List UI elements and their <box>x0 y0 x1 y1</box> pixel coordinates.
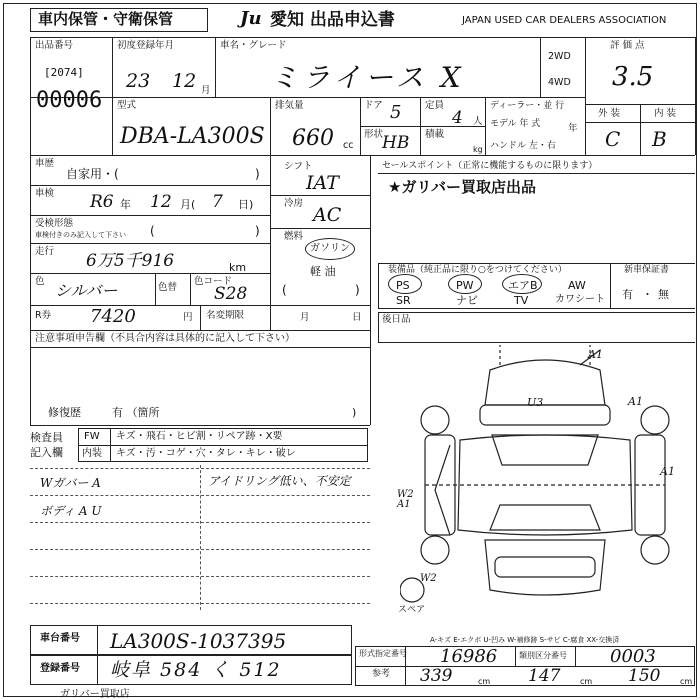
mark-left: W2 A1 <box>397 489 414 510</box>
kg-unit: kg <box>473 145 483 154</box>
height-value: 150 <box>628 666 661 686</box>
inspection-year-unit: 年 <box>120 198 131 211</box>
remark-idle: アイドリング低い、不安定 <box>208 474 351 488</box>
doors-label: ドア <box>364 100 383 111</box>
recycle-label: R券 <box>35 310 52 321</box>
equipment-label: 装備品（純正品に限り○をつけてください） <box>388 265 567 275</box>
capacity-label: 定員 <box>425 100 445 111</box>
load-label: 積載 <box>425 129 445 140</box>
mark-rear: W2 <box>420 573 437 584</box>
sales-point-text: ★ガリバー買取店出品 <box>388 178 536 196</box>
fuel-label: 燃料 <box>284 231 304 242</box>
inspection-day: 7 <box>212 192 223 212</box>
aircon-label: 冷房 <box>284 198 304 209</box>
history-label: 車歴 <box>35 158 55 169</box>
chassis-label: 車台番号 <box>40 633 80 644</box>
fuel-gasoline: ガソリン <box>310 243 350 254</box>
lot-bracket: [2074] <box>44 66 84 79</box>
transfer-month: 月 <box>300 312 310 323</box>
warranty-no: 無 <box>658 288 669 301</box>
form-title: 愛知 出品申込書 <box>270 10 395 30</box>
transfer-day: 日 <box>352 312 362 323</box>
fuel-diesel: 軽 油 <box>310 265 336 278</box>
equip-pw-circle <box>448 274 482 294</box>
color-change-label: 色替 <box>158 282 178 293</box>
notes-label: 注意事項申告欄（不具合内容は具体的に記入して下さい） <box>35 333 295 344</box>
shift-label: シフト <box>284 161 313 172</box>
equip-airbag: エアB <box>508 279 538 292</box>
capacity-value: 4 <box>452 108 463 128</box>
lot-label: 出品番号 <box>35 40 74 51</box>
mark-right-top: A1 <box>628 395 643 408</box>
length-value: 339 <box>420 666 453 686</box>
acceptance-open: ( <box>150 224 155 238</box>
doors-value: 5 <box>390 102 402 123</box>
association-name: JAPAN USED CAR DEALERS ASSOCIATION <box>462 15 667 26</box>
transfer-label: 名変期限 <box>206 310 245 321</box>
drive-2wd: 2WD <box>548 51 571 62</box>
mileage-label: 走行 <box>35 246 55 257</box>
plate-label: 登録番号 <box>40 663 80 674</box>
warranty-label: 新車保証書 <box>624 265 670 275</box>
fw-label: FW <box>84 431 100 442</box>
equip-navi: ナビ <box>456 294 478 307</box>
tailgate-glass <box>495 557 595 577</box>
sales-point-box <box>378 160 694 260</box>
inspector-label-top: 検査員 <box>30 431 63 444</box>
acceptance-close: ) <box>255 224 260 238</box>
mark-u3: U3 <box>527 396 544 409</box>
ju-logo: Ju <box>240 8 262 29</box>
plate-value: 岐阜 584 く 512 <box>110 659 282 681</box>
front-bumper-top <box>480 405 610 425</box>
mark-top: A1 <box>588 348 603 361</box>
height-unit: cm <box>680 677 693 686</box>
damage-legend: A-キズ E-エクボ U-凹み W-補修跡 S-サビ C-腐食 XX-交換済 <box>430 636 620 644</box>
color-label: 色 <box>35 276 45 287</box>
exterior-label: 外 装 <box>598 108 621 119</box>
history-close: ) <box>255 167 260 181</box>
equip-airbag-circle <box>502 274 542 294</box>
car-name: ミライース X <box>270 61 465 94</box>
width-value: 147 <box>528 666 561 686</box>
inspector-label-bottom: 記入欄 <box>30 446 63 459</box>
recycle-unit: 円 <box>183 312 193 323</box>
equip-pw: PW <box>456 279 474 292</box>
rear-section <box>485 540 605 595</box>
front-left-wheel <box>421 406 449 434</box>
aircon-value: AC <box>313 204 342 226</box>
type-number: 16986 <box>440 646 498 667</box>
shift-value: IAT <box>306 172 339 194</box>
storage-text: 車内保管・守衛保管 <box>38 10 174 28</box>
color-code: S28 <box>214 284 248 304</box>
mileage-unit: km <box>229 261 247 274</box>
score-value: 3.5 <box>612 62 654 92</box>
year-unit: 年 <box>568 123 578 134</box>
chassis-value: LA300S-1037395 <box>110 629 287 653</box>
registration-label: 初度登録年月 <box>117 40 175 51</box>
repair-value: 有 （箇所 <box>112 406 160 419</box>
equip-ps-circle <box>388 274 422 294</box>
class-number-label: 類別区分番号 <box>519 651 567 660</box>
equip-ps: PS <box>396 279 410 292</box>
score-label: 評 価 点 <box>610 40 645 51</box>
fw-items: キズ・飛石・ヒビ割・リペア跡・X要 <box>116 431 283 442</box>
lot-number: 00006 <box>36 88 103 113</box>
type-number-label: 形式指定番号 <box>359 649 407 658</box>
later-label: 後日品 <box>382 314 411 325</box>
interior-check-label: 内装 <box>82 448 102 459</box>
shape-label: 形状 <box>364 129 384 140</box>
warranty-sep: ・ <box>642 288 653 301</box>
cc-unit: cc <box>343 140 354 151</box>
inspection-era: R6 <box>90 192 114 212</box>
displacement-value: 660 <box>292 126 334 151</box>
fuel-open: ( <box>282 283 287 297</box>
fuel-close: ) <box>355 283 360 297</box>
acceptance-label: 受検形態 <box>35 218 74 229</box>
registration-month-unit: 月 <box>201 85 211 96</box>
handle-label: ハンドル 左・右 <box>490 141 556 151</box>
car-name-label: 車名・グレード <box>220 40 287 51</box>
inspection-month: 12 <box>150 192 172 212</box>
mark-right: A1 <box>660 465 675 478</box>
width-unit: cm <box>580 677 593 686</box>
interior-grade: B <box>652 127 667 151</box>
dealer-label: ディーラー・並 行 <box>490 101 565 111</box>
warranty-yes: 有 <box>622 288 633 301</box>
registration-month: 12 <box>172 70 197 92</box>
front-right-wheel <box>641 406 669 434</box>
equip-sr: SR <box>396 294 411 307</box>
equip-aw: AW <box>568 279 586 292</box>
equip-seat: カワシート <box>555 294 605 305</box>
color-value: シルバー <box>55 281 118 300</box>
class-number: 0003 <box>610 646 656 667</box>
model-year-label: モデル 年 式 <box>490 119 541 129</box>
rear-left-wheel <box>421 536 449 564</box>
model-label: 型式 <box>117 100 137 111</box>
exterior-grade: C <box>605 127 621 151</box>
model-value: DBA-LA300S <box>120 124 265 149</box>
interior-items: キズ・汚・コゲ・穴・タレ・キレ・破レ <box>116 448 296 459</box>
inspection-label: 車検 <box>35 188 55 199</box>
mileage-value: 6万5千916 <box>86 251 175 271</box>
remark-body: ボディ A U <box>40 504 102 518</box>
equip-tv: TV <box>514 294 529 307</box>
inspection-day-unit: 日) <box>238 198 254 211</box>
acceptance-note: 車検付きのみ記入して下さい <box>35 231 126 239</box>
history-value: 自家用・( <box>66 167 119 181</box>
remark-wiper: Wガバー A <box>40 476 101 490</box>
interior-label: 内 装 <box>654 108 677 119</box>
spare-label: スペア <box>398 605 426 615</box>
drive-4wd: 4WD <box>548 77 571 88</box>
type-ref: 参考 <box>372 669 391 679</box>
repair-label: 修復歴 <box>48 406 81 419</box>
front-hood <box>485 360 605 405</box>
rear-right-wheel <box>641 536 669 564</box>
rear-window <box>490 505 600 530</box>
sales-point-label: セールスポイント（正常に機能するものに限ります） <box>382 161 598 171</box>
windshield <box>492 435 598 465</box>
inspection-month-unit: 月( <box>180 198 196 211</box>
color-code-label: 色コード <box>194 276 233 287</box>
registration-year: 23 <box>126 70 151 92</box>
capacity-unit: 人 <box>473 116 483 127</box>
repair-close: ) <box>352 406 357 419</box>
car-damage-diagram <box>400 345 690 635</box>
displacement-label: 排気量 <box>275 100 304 111</box>
recycle-value: 7420 <box>90 306 136 327</box>
shape-value: HB <box>382 133 410 153</box>
length-unit: cm <box>478 677 491 686</box>
footer-text: ガリバー買取店 <box>60 689 130 700</box>
